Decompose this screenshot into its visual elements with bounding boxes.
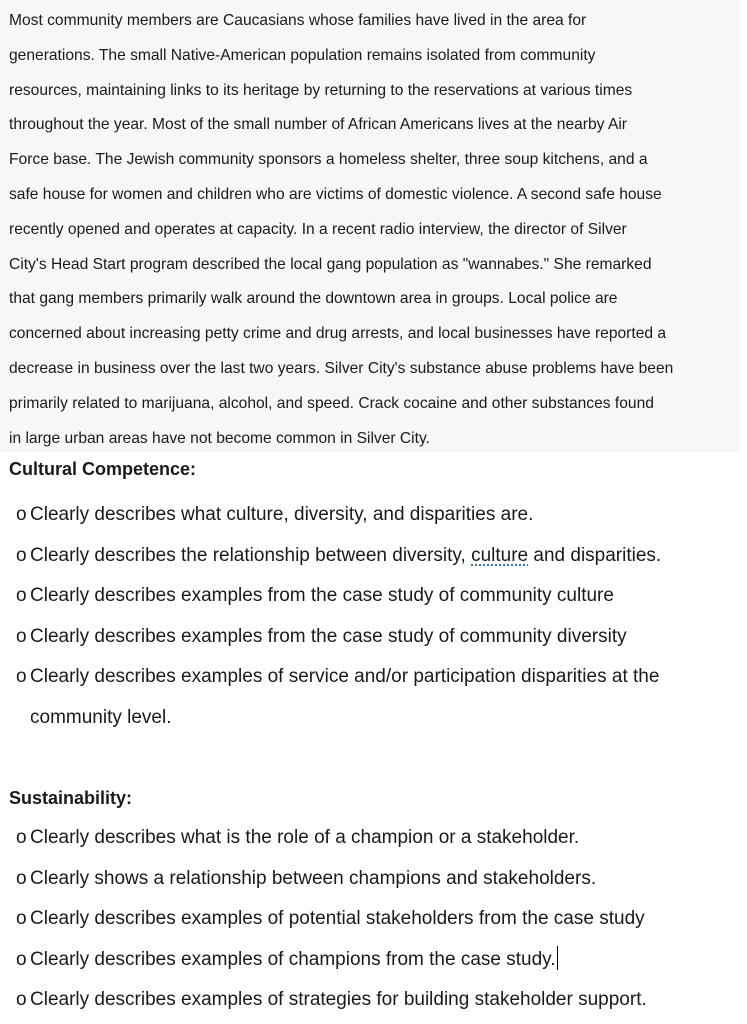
- bullet-icon: o: [16, 585, 27, 606]
- list-item-text: and disparities.: [528, 544, 662, 566]
- paragraph-line: recently opened and operates at capacity. In a recent radio interview, the director of Silver: [9, 220, 627, 238]
- paragraph-line: Most community members are Caucasians whose families have lived in the area for: [9, 12, 587, 29]
- paragraph-line: City's Head Start program described the local gang population as "wannabes." She remarked: [9, 255, 652, 273]
- text-cursor: [557, 946, 558, 970]
- paragraph-line: generations. The small Native-American population remains isolated from community: [9, 46, 596, 64]
- list-item[interactable]: [16, 899, 647, 940]
- list-item[interactable]: [16, 940, 647, 981]
- list-item-text: Clearly describes what culture, diversity, and disparities are.: [30, 504, 534, 525]
- paragraph-line: decrease in business over the last two years. Silver City's substance abuse problems have been: [9, 359, 674, 377]
- bullet-icon: o: [16, 948, 27, 970]
- list-item-text-continued: community level.: [30, 706, 172, 728]
- bullet-icon: o: [16, 908, 27, 929]
- bullet-icon: o: [16, 625, 27, 647]
- list-item-text: Clearly describes the relationship between diversity,: [30, 544, 472, 566]
- list-item[interactable]: [16, 617, 661, 658]
- list-item-text: Clearly describes examples of strategies for building stakeholder support.: [30, 989, 647, 1010]
- list-item-text: Clearly describes examples of service and/or participation disparities at the: [30, 666, 660, 687]
- cultural-competence-heading: Cultural Competence:: [9, 459, 197, 479]
- list-item[interactable]: [16, 657, 661, 738]
- bullet-icon: o: [16, 867, 27, 889]
- list-item-text: Clearly shows a relationship between champions and stakeholders.: [30, 867, 597, 889]
- list-item[interactable]: [16, 818, 647, 859]
- list-item[interactable]: [16, 576, 661, 617]
- list-item[interactable]: [16, 536, 661, 577]
- paragraph-line: safe house for women and children who are victims of domestic violence. A second safe house: [9, 185, 662, 203]
- list-item-text: Clearly describes examples of potential stakeholders from the case study: [30, 908, 645, 929]
- paragraph-line: in large urban areas have not become common in Silver City.: [9, 429, 430, 447]
- paragraph-line: that gang members primarily walk around the downtown area in groups. Local police are: [9, 290, 618, 308]
- list-item-text: Clearly describes examples from the case study of community diversity: [30, 625, 627, 647]
- paragraph-line: throughout the year. Most of the small number of African Americans lives at the nearby Air: [9, 116, 627, 134]
- paragraph-line: primarily related to marijuana, alcohol, and speed. Crack cocaine and other substances found: [9, 394, 654, 412]
- sustainability-heading: Sustainability:: [9, 788, 133, 808]
- list-item-text: Clearly describes examples of champions from the case study.: [30, 948, 556, 970]
- paragraph-line: concerned about increasing petty crime and drug arrests, and local businesses have reported a: [9, 325, 667, 343]
- paragraph-line: resources, maintaining links to its heritage by returning to the reservations at various times: [9, 81, 633, 99]
- list-item[interactable]: [16, 859, 647, 900]
- case-study-paragraph[interactable]: [9, 4, 739, 456]
- spellcheck-flagged-word[interactable]: culture: [471, 544, 529, 566]
- cultural-competence-list: [16, 495, 661, 738]
- list-item-text: Clearly describes what is the role of a champion or a stakeholder.: [30, 827, 580, 848]
- bullet-icon: o: [16, 666, 27, 687]
- bullet-icon: o: [16, 504, 27, 525]
- paragraph-line: Force base. The Jewish community sponsors a homeless shelter, three soup kitchens, and a: [9, 151, 648, 169]
- list-item[interactable]: [16, 980, 647, 1021]
- bullet-icon: o: [16, 544, 27, 566]
- bullet-icon: o: [16, 827, 27, 848]
- bullet-icon: o: [16, 989, 27, 1010]
- list-item[interactable]: [16, 495, 661, 536]
- list-item-text: Clearly describes examples from the case study of community culture: [30, 585, 614, 606]
- sustainability-list: [16, 818, 647, 1021]
